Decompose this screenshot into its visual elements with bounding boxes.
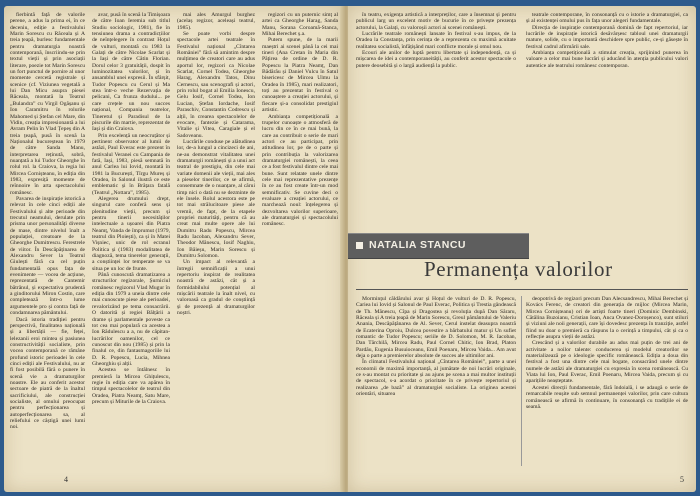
paragraph: teatrale contemporane, în consonanță cu o istorie a dramaturgiei, ca și al existenței omului pus în fața unor alegeri fundamentale.	[526, 12, 688, 25]
square-bullet-icon	[356, 242, 363, 249]
paragraph: Crescând și a valorilor durabile au adus mai puțin de trei ani de activitate a noilor talente: conducerea și modelul creatorilor se materializează pe o ideologie specific românească. Ediția a doua din festival a fost una dintre cele mai bogate, consacrând unele dintre numele de astăzi ale dramaturgiei cu expresia în scena românească. Cu Viata lui Ion, Paul Everac, Emil Poenaru, Mircea Vaida, precum și cu aparițiile neașteptate.	[526, 340, 688, 385]
paragraph: Acestea se întâlnesc în premieră la Mircea Ghițulescu, regie în ediția care va apărea în timpul spectacolelor de teatrul din Oradea, Piatra Neamț, Satu Mare, precum și Miturile de la Craiova.	[92, 367, 170, 405]
paragraph: Până cunoscută dramatizarea a structurilor regizorale, Șurniciul românesc regizorul Vlad Mugur în ediția din 1979 a uneia dintre cele mai cunoscute piese ale perioadei, revalorizând pe tema consacrării. O datorită și regiei Bălțării a drame și parlamentale poveste ca tot cea mai populară ca acestea a Ion Rădulescu a a, nu de căpitan-lucrărilor oamenilor, cel ce cunoscut din nou (1985) și prin la finalul ce, din fantasmagoriile lui D. R. Popescu, Lucia, Mihnea Gheorghiu și alții.	[92, 272, 170, 367]
author-name: NATALIA STANCU	[369, 239, 467, 251]
paragraph: regizori cu un puternic simț al artei ca Gheorghe Harag, Sanda Manu, Sorana Coroamă-Stanca, Mihai Berechet ș.a.	[262, 12, 338, 38]
right-column-1	[356, 296, 516, 466]
paragraph: Dacă istoria tradiției pentru perspectivă, finalitatea națională și a libertății — fie, feței, lelezanii eroi mintea și pasiunea constructivității socialiste, prin vocea contemporană ce rămâne profund istoric perioadei în cele cinci ediții ale Festivalului, nu ar fi fost posibilă fără o punere în scenă vie a dramaturgilor noastre. Ele au conferit acestor sectoare de piatră de la înaltul sacrificiului, ale construcției socialiste, al omului preocupat pentru perfecționarea și autoperfecționarea sa, al reliefului ce câștigă unei lumi noi.	[10, 316, 85, 431]
column-divider	[521, 296, 522, 466]
paragraph: Lucrările teatrale românești lansate în festival s-au impus, de la Oradea la Constanța, prin cerința de a reprezenta cu maximă acuitate realitatea socialistă, înfățișând mari conflicte morale și omul nou.	[356, 31, 516, 50]
paragraph: Ambianța competițională a trupelor cunoaște o atmosferă de lucru din ce în ce mai bună, la care au contribuit o serie de mari actori ce au participat, prin atitudinea lor, pe de o parte și prin contribuția la valorizarea dramaturgiei românești, la ceea ce a fost festivalul dintre cele mai bune. Sunt relatate unele dintre cele mai reprezentative prezențe în ce au fost create într-un mod semnificativ. Se cuvine deci o evaluare a creației actorului, ce marchează noul: înțelegerea și dezvoltarea valorilor superioare, ale dramaturgiei și spectacolului românesc.	[262, 113, 338, 228]
paragraph: Un impact al relevantă a întregii semnificații a unui repertoriu inspirat de realitatea noastră de astăzi, cât și a formidabilului potențial al mișcării teatrale la înalt nivel, cu valoroasă ca gradul de conștiință și de prezență al dramaturgilor noștri.	[177, 259, 255, 317]
right-column-2	[526, 296, 688, 466]
paragraph: avar, pusă în scenă la Timișoara de către Ioan Ieremia sub titlul Studiu sociologic, 1981), fie în tensiunea drama a contradicțiilor de neînțelegere în contrast Hoțul de vulturi, montată cu 1983 la Galați de către Nicolae Scarlat și la Iași de către Cătin Florian. Dorul celor 3 gratuității, dospit în luminozitatea valorilor, și în ansamblul unei expresii. În sfârșit, Tudor Popescu cu Cerul și Ma stea într-o veche Rezervația de pelicani, Ca frunza dudului... pe care crețele un nou succes național, Compania teatrelor, Tineretul și Paradisul de la piscurile din martie, reprezentat de Iași și din Craiova.	[92, 12, 170, 133]
page-number: 5	[680, 475, 684, 484]
page-number: 4	[64, 475, 68, 484]
left-column-3	[177, 12, 255, 470]
right-column-2-top	[526, 12, 688, 228]
left-column-2	[92, 12, 170, 470]
paragraph: în teatru, exigența artistică a interpreților, care a însemnat și pentru publicul larg un excelent motiv de bucurie în ce privește prezența actorului, la Galați, cu valoroșii actori ai scenei românești.	[356, 12, 516, 31]
paragraph: Ecouri ale anilor de luptă pentru libertate și independență, ca și mișcarea de idei a contemporaneității, au conferit acestor spectacole o putere deosebită și o largă audiență la public.	[356, 50, 516, 69]
paragraph: În climatul Festivalului național „Cîntarea României”, parte a unei economii de maximă importanță, al jumătate de noi lucrări originale, ce s-au montat cu prioritate și au ajuns pe scena a mai multor instituții de spectacol, s-a acordat o prioritate în ce privește repertoriul și realizarea „de bază” al dramaturgiei socialiste. La originea acestei orientări, situarea	[356, 359, 516, 398]
paragraph: Ambianța competițională a stimulat creația, sprijinind punerea în valoare a celor mai bune lucrări și aducând în atenția publicului valori autentice ale teatrului românesc contemporan.	[526, 50, 688, 69]
paragraph: Se poate vorbi despre spectacole artei teatrale în Festivalul național „Cîntarea României” fără să amintim despre mulțimea de creatori care au adus aportul lor, regizori ca Nicolae Scarlat, Cornel Todea, Gheorghe Harag, Alexandru Tatos, Dinu Cernescu, sau scenografi și actori, prin rolul bogat al Emilia Ionescu, Gelu Iosif, Cornel Todea, Ion Lucian, Ștefan Iordache, Iosif Paraschiv, Constantin Codrescu și alții, în crearea spectacolelor de evocare, fantezie și Catarama, Vitalie și Vitea, Caragiale și el Sadoveanu.	[177, 31, 255, 139]
headline-rule	[356, 289, 688, 290]
paragraph: deopotrivă de regizori precum Dan Alecsandrescu, Mihai Berechet și Kovács Ferenc, de creatori din generația de mijloc (Mircea Marin, Mircea Cornișteanu) ori de artiști foarte tineri (Dominic Dembinski, Cătălina Buzoianu, Cristian Ioan, Anca Ovanez-Doroșenco), sunt stiluri și viziuni ale noii generații, care își dovedesc prezența în tranziție, astfel fiind nu doar o premieră ca răspuns la o cerință a timpului, cât și ca o reflecție asupra vieții de astăzi.	[526, 296, 688, 341]
left-column-4	[262, 12, 338, 470]
left-column-1	[10, 12, 85, 470]
paragraph: Putem spune, de la marii maeștri ai scenei până la cei mai tineri (Ana Cretan în Maria din Pățirea de ordine de D. R. Popescu la Piatra Neamț, Dan Bădărău și Daniel Vulcu în Satul bisericesc de Mircea Ulmu la Oradea în 1985), mari realizatori, toți au prezentat în festival o cunoaștere a creației actorului, și fiecare și-a consolidat prestigiul artistic.	[262, 37, 338, 114]
left-page	[4, 6, 344, 492]
paragraph: Acestei direcții fundamentale, fără îndoială, i se adaugă o serie de remarcabile reușite sub semnul permanenței valorilor, prin care cultura românească se afirmă în continuare, în consonanță cu tradițiile ei de seamă.	[526, 384, 688, 410]
paragraph: Mormințul căldărului avar și Hoțul de vulturi de D. R. Popescu, Cariea lui Iovid și Salonul de Paul Everac, Politica și Trestia gândească de Th. Mănescu, Cîpa și Dragostea și revoluția după Dan Săraru, Răceala și A treia țeapă de Marin Sorescu, Greul pământului de Valeriu Anania, Descăpățânarea de Al. Sever, Cerul instelat deasupra noastră de Ecaterina Oproiu, Dulcea povestire a bărbatului matur și Un sufiet romantic de Tudor Popescu; seriile de D. Solomon, M. R. Iacoban, Dan Tărchilă, Mircea Radu, Paul Cornel Chitic, Ion Brad, Platon Pardău, Eugenia Busuioceanu, Emil Poenaru, Mircea Vaida... Am avut deja o parte a premierelor absolute de succes ale ultimilor ani.	[356, 296, 516, 360]
paragraph: fierbintă față de valorile perene, a adus la prima ei, în ce deceniu, ediție a festivalului Marin Sorescu cu Răceala și A treia țeapă, burlesc fundamentale pentru dramaturgia noastră contemporană, înscriindu-se prin textul vieții și prin asociații literare, poezie tot Marin Sorescu un fort punctul de pornire al unor momente cercetă registrale și scenice (cf. Viziunea vegetală a lui Dan Micu asupra piesei Răceala, montată la Teatrul „Bulandra” cu Virgil Ogășanu și Ion Caramitru în rolurile Mahomed și Ștefan cel Mare, din Vidin, creația impresionantă a lui Avram Pelin în Vlad Țepeș din A treia țeapă, pusă în scenă la Naționalul bucureștean în 1979 de către Sanda Manu, interpretarea reținută, sobră, nuanțată a lui Tudor Gheorghe în rolul rol. la Craiova, la regia lui Mircea Cornișteanu, în ediția din 1983, expresiță momente de reînnoire în arta spectacolului românesc.	[10, 12, 85, 196]
right-column-1-top	[356, 12, 516, 228]
paragraph: Lucrările conduse pe alătudinea lor, de-a lungul a cincizeci de ani, ne-au demonstrat vitalitatea unei dramaturgii românești și a unui act teatral de prestigiu, din cele mai variate domenii ale vieții, mai ales a pieselor tinerilor, ce se afirmă, consemnate de o nuanțare, al cărui timp nici o dată nu se dezminte de ele însele. Rolul acestora este pe tot mai strălucitoare piese ale vremii, de fapt, de la etapele propriei maturități, pentru că au creat mai multe opere ale lui Dumitru Radu Popescu, Mircea Radu Iacoban, Alexandru Sever, Theodor Mănescu, Iosif Naghiu, Ion Băieșu, Marin Sorescu și Dumitru Solomon.	[177, 138, 255, 260]
paragraph: mai ales Amurgul burghez (acelaș regizor, aceleași teatrul, 1985).	[177, 12, 255, 31]
paragraph: Prin excelență un neocruțător și pertinent observator al lumii de astăzi, Paul Everac este prezent în festivalul Veranei cu Campania de fată, Iași, 1983, piesă semnată în anul Carlea lui Iovid, montată în 1981 la București, Tîrgu Mureș și Oradea, în Salonul ilustră ce este emblematic și în Brățara fatală (Teatrul „Nottara”, 1985).	[92, 132, 170, 196]
right-page	[348, 6, 696, 492]
author-byline-bar	[348, 233, 529, 259]
paragraph: Direcția de inspirație contemporană domină de fapt repertoriul, iar lucrările de inspirație istorică desăvârșesc tabloul unei dramaturgii mature, solide, cu o importantă deschidere spre public, ce-și găsește în festival cadrul afirmării sale.	[526, 24, 688, 50]
paragraph: Pavarea de inspirație istorică a relevat în cele cinci ediții ale Festivalului și alte perioade din trecutul neamului, derulate prin prisma unor personalități diverse de mase, dintre nivelul înalt a populației, creatoare de la Gheorghe Dumitrescu. Ferestrele de viitor. În Descăpăținarea de Alexandru Sever la Teatrul Giulești fără ca cel puțin fundamentală opus fața de evenimente — vocea de acțiune, reprezentată de Cantemir bătrânul, și expectativa prudentă a ginditorului Miron Costin, care completează într-o lume argumentele pro și contra față de condamnarea pământului.	[10, 195, 85, 317]
paragraph: Alegerea drumului drept, singurul care conferă sens și plenitudine vieții, precum și pentru tinerii necesităților intelectuale a ușoarei din Piatra Neamț, Vanda de împrumut (1979, teatrul din Ploiești), ca și în Matei Vișniec, unic de rol ecranul Politica și (1983) modalitatea de diagnoză, tema tinerelor generații, a conștiinței lor temperate se va situa pe un loc de frunte.	[92, 195, 170, 272]
article-headline: Permanența valorilor	[424, 257, 613, 281]
